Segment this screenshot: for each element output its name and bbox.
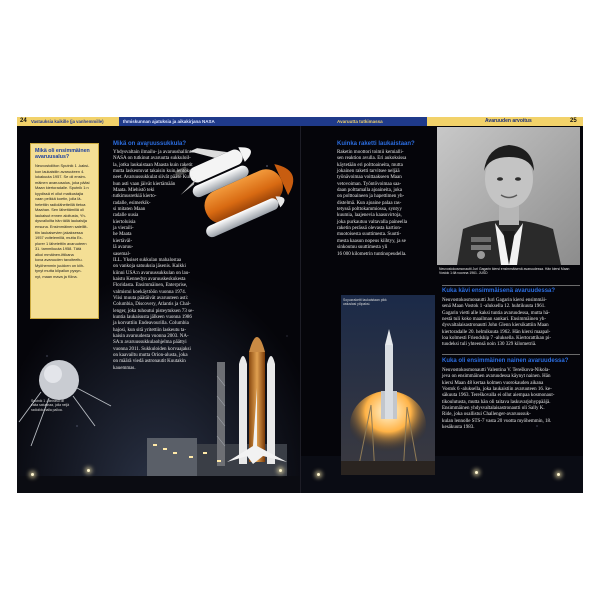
shuttle-text: Yhdysvaltain ilmailu- ja avaruushallinto NASA on tutkinut avaruutta sukkuloil- la, jotka laukaistaan Maasta kuin raketit mutta laskeutuvat takaisin kuin lentoko- neet. Avaruussukkulat siivät pääse Kuu- hun asti vaan jäivät kiertämään Maata. Miehistö teki tutkimusretkiä kierto- radalle, esimerkik- si mitaten Maan radalle uusia kiertoluisia ja vieraili- he Maata kiertäväl- lä avaruu- sasemal- ILL. Yksiset sukkulan mahalostaa on vankoja satuuksia jäsenis. Kaikki kiinni USA:n avaruussukkulan on lau- kaistu Kennedyn avaruuskeskukesta Floridasta. Ensimmäinen, Enterprise, valmistui koekäyttöön vuonna 1974. Viisi muuta päätäivät avaruuteen asti: Columbia, Discovery, Atlantis ja Chal- lenger, joka tuhoutui pisteytuksen 73 se- kuntia laukaisusta jälkeen vuonna 1986 ja korvattiin Endeavourilla. Columbia hajosi, kun sitä yritettiin laskeutu ta- kaisin avaruudesta vuonna 2003. NA- SA:n avaruussukkulaohjelma päättyi vuonna 2011. Sukkuloiden korvaajaksi on kaavailtu mutta Orion-alusta, joka on määrä viedä astronautit Kuutakin kauemmas. [113,150,194,371]
right-header-label: Avaruuden arvoitus [485,118,532,124]
right-mid-label: Avaruutta tutkimassa [337,119,383,124]
first-woman-heading: Kuka oli ensimmäinen nainen avaruudessa? [442,358,569,364]
gagarin-portrait-photo [437,127,580,265]
divider-line [442,285,580,286]
gagarin-portrait-illustration [437,127,580,265]
ground-light [87,469,90,472]
first-woman-text: Neuvostokosmonautti Valentina V. Tereškova-Nikola- jeva on ensimmäinen avaruudessa käynyt nainen. Hän kiersi Maan 48 kertaa kolmen vuorokauden aikana Vostok 6 -aluksella, joka laukaistiin avaruuteen 16. ke- säkuuta 1963. Tereškovalla ei ollut aiempaa kosmonaut- tikoulutusta, mutta hän oli taitava laskuvarjohyppääjä. Ensimmäinen yhdysvaltalaisastronautti oli Sally K. Ride, joka osallistui Challenger-avaruussuk- kulan lennolle STS-7 vasta 20 vuotta myöhemmin, 18. kesäkuuta 1983. [442,368,555,431]
header-blue-band [119,117,427,126]
first-spacecraft-box [30,143,99,319]
divider-line [442,354,580,355]
ground-light [317,473,320,476]
gagarin-caption: Neuvostokosmonautti Juri Gagarin kiersi ensimmäisenä avaruudessa. Hän kiersi Maan Vostok 1:llä vuonna 1961. JUSD [439,267,570,276]
right-page-number: 25 [570,118,577,124]
soyuz-photo [341,295,435,475]
first-human-text: Neuvostokosmonautti Juri Gagarin kiersi ensimmäi- senä Maan Vostok 1 -aluksella 12. huhtikuuta 1961. Gagarin vietti alle kaksi tuntia avaruudessa, mutta hä- nestä tuli koko maailman sankari. Ensimmäinen yh- dysvaltalaisastronautti John Glenn kiersikattiin Maan kiertoradalle 20. helmikuuta 1962. Hän kiersi maapal- loa kolmesti Friendship 7 -aluksella. Kiertorattikan pi- tuudeksi tuli yhteensä noin 130 329 kilometriä. [442,298,552,348]
left-page-number: 24 [20,118,27,124]
sputnik-caption: Sputnik 1 -kiinirasu oli valta satunnaa, jolla neljä radioikkunalla palloa. [31,399,70,412]
ground-light [475,471,478,474]
shuttle-heading: Mikä on avaruussukkula? [113,141,187,147]
rocket-heading: Kuinka raketti laukaistaan? [337,141,415,147]
ground-light [557,473,560,476]
first-human-heading: Kuka kävi ensimmäisenä avaruudessa? [442,288,556,294]
left-mid-label: Ihmiskunnan ajatuksia ja aikakirjana NASA [123,119,215,124]
soyuz-caption: Soyuzraketti laukaistaan pikk ustuslasi ylöpaksi. [343,298,387,307]
left-header-label: Vastauksia kaikille (ja vanhemmille) [31,119,104,124]
page-header [17,117,583,126]
magazine-spread [17,117,583,493]
ground-light [279,469,282,472]
rocket-text: Raketin moottori toimii kemialli- sen reaktion avulla. Eri aukoksissa käytetään eri polttoaineita, mutta jokainen raketti tarvitsee neljää työnävoimaa voittaakseen Maan vetovoiman. Työntövoimaa saa- daan polttamalla ajoaineita, joka on polttoaineen ja hapettimen yh- distelmä. Kun ajoaine palaa ras- tetyssä polttokammiossa, syntyy kuumia, laajenevia kaasuvirtoja, joka purkautuu valtavalla paineella raketin perässä olevasta kartion- muotoisesta suuttimesta. Suutti- mesta kaasun nopeus kiihtyy, ja se sinkoutuu suuttimesta yli 16 000 kilometrin tuntinopeudella. [337,150,408,257]
soyuz-rocket-illustration [341,295,435,475]
box-heading: Mikä oli ensimmäinen avaruusalus? [35,148,90,160]
ground-light [31,473,34,476]
box-text: Neuvostoliiton Sputnik 1 -kaksi- kon laukaistiin avaruuteen 4. lokakuuta 1957. Se oli ensim- mäinen avaruusalus, joka pääsi Maan kiertoradalle. Sputnik 1:n kyydissä ei ollut matkustajia vaan pelkkä koetin, jolla lä- hetettiin radiolähetteillä tietoa Maahan. Sen lähettämillä oli laukaisut ennen aloitusta, Yh- dysvalloilta hän tällä laukaisija ensuna. Ensimmäinen satelliit- tiin laukaisevien jakaksessa 1957 voitelemillä, mutta Ex- plorer 1 lähetettiin avaruuteen 31. tammikuuta 1958. Tätä alkoi mmäinen-ittikana kova avaruuden tavoiteeltu. Myöhemmin juukken on kiih- tynyt mutta kilpailun pysyn- nyt, maan mava ja Kiina. [35,163,90,279]
